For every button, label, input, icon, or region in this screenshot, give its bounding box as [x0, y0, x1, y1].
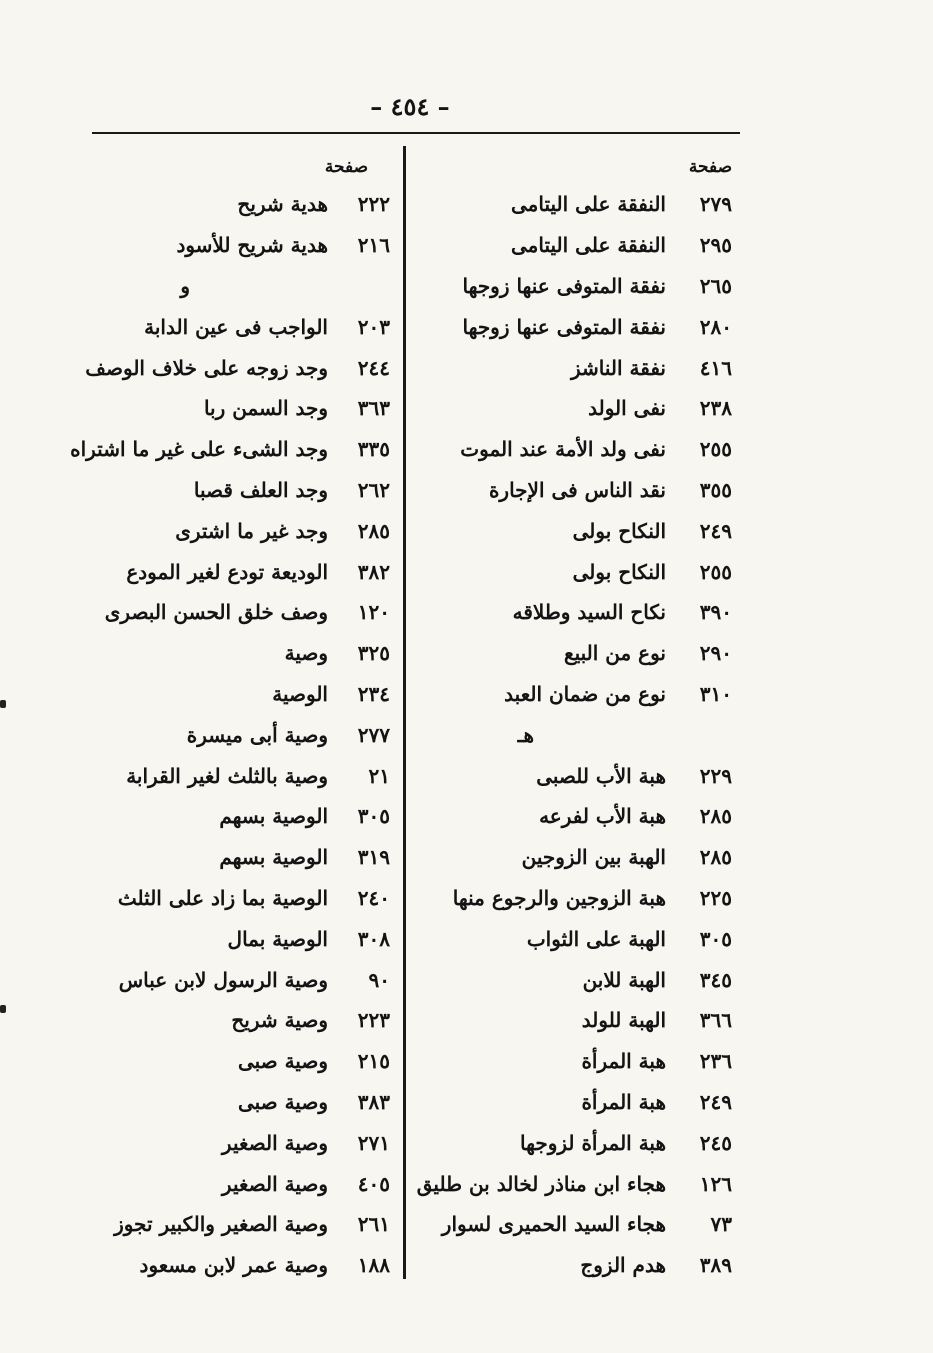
index-entry — [80, 1245, 390, 1286]
entry-page-number: ٢٩٥ — [699, 233, 732, 258]
index-entry — [80, 1122, 390, 1163]
entry-title: وصف خلق الحسن البصرى — [104, 600, 328, 625]
index-entry — [80, 388, 390, 429]
entry-page-number: ٣٦٦ — [699, 1008, 732, 1033]
page-number: – ٤٥٤ – — [370, 92, 450, 121]
index-entry — [410, 674, 732, 715]
entry-page-number: ٣٣٥ — [357, 437, 390, 462]
index-entry — [80, 551, 390, 592]
entry-page-number: ١٢٠ — [357, 600, 390, 625]
entry-page-number: ٢١ — [368, 763, 390, 788]
entry-page-number: ٣٠٨ — [357, 926, 390, 951]
entry-title: هدية شريح — [237, 192, 328, 217]
entry-title: نكاح السيد وطلاقه — [512, 600, 666, 625]
section-letter-row — [410, 714, 732, 755]
entry-page-number: ٢٢٢ — [357, 192, 390, 217]
entry-page-number: ١٢٦ — [699, 1171, 732, 1196]
index-entry — [80, 1041, 390, 1082]
entry-title: وصية بالثلث لغير القرابة — [126, 763, 328, 788]
column-header-page: صفحة — [324, 157, 368, 177]
index-entry — [80, 1082, 390, 1123]
entry-page-number: ٣٥٥ — [699, 477, 732, 502]
entry-page-number: ٢٣٤ — [357, 681, 390, 706]
entry-page-number: ٢٠٣ — [357, 314, 390, 339]
index-entry — [80, 714, 390, 755]
entry-title: الوصية بسهم — [219, 804, 328, 829]
index-entry — [80, 347, 390, 388]
index-entry — [80, 1204, 390, 1245]
entry-title: الهبة للابن — [582, 967, 666, 992]
index-entry — [80, 510, 390, 551]
entry-page-number: ٢٧٧ — [357, 722, 390, 747]
index-entry — [410, 959, 732, 1000]
entry-page-number: ٢٣٦ — [699, 1049, 732, 1074]
entry-page-number: ٢٥٥ — [699, 559, 732, 584]
entry-title: النكاح بولى — [572, 559, 666, 584]
scan-mark — [0, 700, 6, 708]
index-entry — [410, 1082, 732, 1123]
entry-page-number: ٢٢٣ — [357, 1008, 390, 1033]
index-entry — [80, 755, 390, 796]
entry-title: وجد غير ما اشترى — [175, 518, 328, 543]
entry-title: وجد الشىء على غير ما اشتراه — [70, 437, 328, 462]
index-entry — [410, 1204, 732, 1245]
entry-title: وصية صبى — [237, 1049, 328, 1074]
entry-title: النفقة على اليتامى — [511, 233, 666, 258]
entry-title: نفقة المتوفى عنها زوجها — [462, 314, 666, 339]
index-entry — [410, 633, 732, 674]
entry-page-number: ٢٨٥ — [357, 518, 390, 543]
entry-page-number: ٢٤٠ — [357, 885, 390, 910]
index-entry — [70, 429, 390, 470]
index-rows — [70, 184, 390, 1286]
index-entry — [80, 796, 390, 837]
entry-title: وجد العلف قصبا — [193, 477, 328, 502]
entry-title: هجاء ابن مناذر لخالد بن طليق — [416, 1171, 666, 1196]
index-entry — [80, 306, 390, 347]
column-divider — [403, 146, 406, 1279]
entry-page-number: ٢٢٩ — [699, 763, 732, 788]
entry-page-number: ٢٥٥ — [699, 437, 732, 462]
entry-title: الوصية بسهم — [219, 845, 328, 870]
entry-page-number: ١٨٨ — [357, 1253, 390, 1278]
entry-page-number: ٢٨٥ — [699, 845, 732, 870]
index-column-left — [70, 150, 390, 1286]
entry-page-number: ٢٣٨ — [699, 396, 732, 421]
index-entry — [410, 878, 732, 919]
entry-title: الوصية — [272, 681, 328, 706]
entry-title: وجد السمن ربا — [203, 396, 328, 421]
entry-page-number: ٢١٥ — [357, 1049, 390, 1074]
entry-page-number: ٣١٩ — [357, 845, 390, 870]
entry-page-number: ٢٤٤ — [357, 355, 390, 380]
entry-page-number: ٣٨٢ — [357, 559, 390, 584]
index-entry — [410, 796, 732, 837]
index-entry — [80, 959, 390, 1000]
entry-title: الوصية بما زاد على الثلث — [117, 885, 328, 910]
entry-title: الوصية بمال — [227, 926, 328, 951]
entry-page-number: ٧٣ — [710, 1212, 732, 1237]
entry-title: هدية شريح للأسود — [176, 233, 328, 258]
entry-page-number: ٣٤٥ — [699, 967, 732, 992]
index-entry — [410, 306, 732, 347]
entry-page-number: ٢٤٩ — [699, 518, 732, 543]
entry-page-number: ٢٦٥ — [699, 273, 732, 298]
index-entry — [410, 1245, 732, 1286]
entry-page-number: ٢٩٠ — [699, 641, 732, 666]
entry-title: نوع من ضمان العبد — [504, 681, 666, 706]
entry-title: نفى ولد الأمة عند الموت — [460, 437, 666, 462]
section-letter-row — [80, 266, 390, 307]
entry-page-number: ٤١٦ — [699, 355, 732, 380]
index-column-right — [410, 150, 732, 1286]
index-entry — [410, 347, 732, 388]
entry-page-number: ٣٢٥ — [357, 641, 390, 666]
entry-title: وصية أبى ميسرة — [186, 722, 328, 747]
index-entry — [80, 1163, 390, 1204]
entry-title: نقد الناس فى الإجارة — [488, 477, 666, 502]
index-entry — [410, 837, 732, 878]
entry-title: وصية شريح — [231, 1008, 328, 1033]
entry-title: هبة المرأة — [581, 1049, 666, 1074]
entry-page-number: ٣١٠ — [699, 681, 732, 706]
entry-page-number: ٤٠٥ — [357, 1171, 390, 1196]
index-entry — [410, 225, 732, 266]
entry-title: هبة المرأة لزوجها — [520, 1130, 666, 1155]
index-entry — [80, 674, 390, 715]
index-entry — [410, 470, 732, 511]
index-entry — [410, 1041, 732, 1082]
scan-mark — [0, 1005, 6, 1013]
entry-title: وصية الصغير — [221, 1130, 328, 1155]
entry-title: النفقة على اليتامى — [511, 192, 666, 217]
entry-page-number: ٢٧١ — [357, 1130, 390, 1155]
entry-title: نفى الولد — [588, 396, 666, 421]
entry-title: الهبة للولد — [581, 1008, 666, 1033]
entry-title: نوع من البيع — [563, 641, 666, 666]
index-entry — [80, 918, 390, 959]
entry-page-number: ٢٧٩ — [699, 192, 732, 217]
index-entry — [80, 225, 390, 266]
entry-page-number: ٣٨٣ — [357, 1089, 390, 1114]
entry-page-number: ٢٤٥ — [699, 1130, 732, 1155]
entry-page-number: ٣٩٠ — [699, 600, 732, 625]
entry-page-number: ٢٤٩ — [699, 1089, 732, 1114]
entry-title: وصية صبى — [237, 1089, 328, 1114]
section-letter: هـ — [517, 722, 534, 747]
entry-title: الوديعة تودع لغير المودع — [126, 559, 328, 584]
entry-title: الواجب فى عين الدابة — [144, 314, 328, 339]
entry-title: الهبة بين الزوجين — [521, 845, 666, 870]
entry-title: النكاح بولى — [572, 518, 666, 543]
index-entry — [80, 592, 390, 633]
entry-title: وجد زوجه على خلاف الوصف — [85, 355, 328, 380]
entry-page-number: ٣٦٣ — [357, 396, 390, 421]
entry-title: وصية الصغير والكبير تجوز — [114, 1212, 328, 1237]
index-entry — [80, 470, 390, 511]
index-rows — [410, 184, 732, 1286]
entry-page-number: ٢٦١ — [357, 1212, 390, 1237]
entry-page-number: ٢٢٥ — [699, 885, 732, 910]
entry-title: هبة الأب للصبى — [536, 763, 666, 788]
entry-page-number: ٣٨٩ — [699, 1253, 732, 1278]
index-entry — [410, 266, 732, 307]
index-entry — [80, 837, 390, 878]
index-entry — [410, 1163, 732, 1204]
index-entry — [80, 1000, 390, 1041]
entry-title: وصية عمر لابن مسعود — [139, 1253, 328, 1278]
entry-title: نفقة المتوفى عنها زوجها — [462, 273, 666, 298]
entry-page-number: ٣٠٥ — [699, 926, 732, 951]
index-entry — [410, 429, 732, 470]
index-entry — [410, 592, 732, 633]
index-entry — [410, 918, 732, 959]
index-entry — [80, 633, 390, 674]
index-entry — [410, 510, 732, 551]
entry-title: هبة المرأة — [581, 1089, 666, 1114]
index-entry — [410, 388, 732, 429]
entry-page-number: ٩٠ — [368, 967, 390, 992]
index-entry — [80, 184, 390, 225]
entry-page-number: ٣٠٥ — [357, 804, 390, 829]
entry-title: نفقة الناشز — [570, 355, 666, 380]
section-letter: و — [180, 273, 190, 298]
entry-page-number: ٢٦٢ — [357, 477, 390, 502]
index-entry — [410, 551, 732, 592]
entry-page-number: ٢٨٥ — [699, 804, 732, 829]
entry-page-number: ٢٨٠ — [699, 314, 732, 339]
index-entry — [410, 755, 732, 796]
entry-title: وصية الرسول لابن عباس — [118, 967, 328, 992]
entry-title: الهبة على الثواب — [526, 926, 666, 951]
index-entry — [80, 878, 390, 919]
entry-page-number: ٢١٦ — [357, 233, 390, 258]
header-rule — [92, 132, 740, 134]
entry-title: وصية الصغير — [221, 1171, 328, 1196]
entry-title: هدم الزوج — [580, 1253, 666, 1278]
entry-title: وصية — [284, 641, 328, 666]
index-entry — [410, 1122, 732, 1163]
index-entry — [410, 1000, 732, 1041]
entry-title: هبة الزوجين والرجوع منها — [452, 885, 666, 910]
entry-title: هبة الأب لفرعه — [539, 804, 666, 829]
entry-title: هجاء السيد الحميرى لسوار — [441, 1212, 666, 1237]
index-entry — [410, 184, 732, 225]
column-header-page: صفحة — [688, 157, 732, 177]
